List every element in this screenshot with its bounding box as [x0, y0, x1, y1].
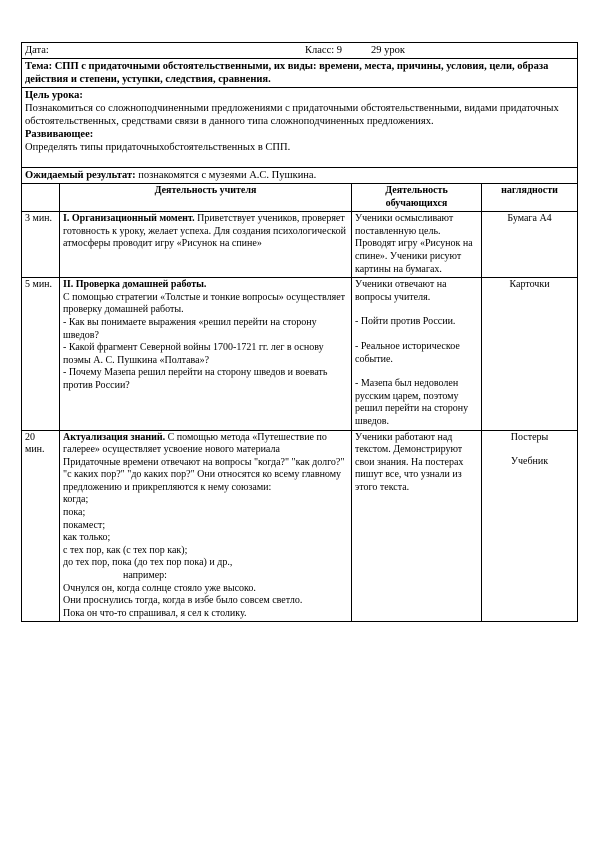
goal-spacer: [25, 154, 574, 166]
student-line: Ученики работают над текстом. Демонстрируют свои знания. На постерах пишут все, что узнали из этого текста.: [355, 431, 464, 493]
teacher-line: пока;: [63, 507, 86, 519]
teacher-line: - Почему Мазепа решил перейти на сторону шведов и воевать против России?: [63, 367, 328, 391]
expected-text: познакомятся с музеями А.С. Пушкина.: [135, 170, 317, 181]
student-line: - Пойти против России.: [355, 316, 456, 328]
topic-text: СПП с придаточными обстоятельственными, их виды: времени, места, причины, условия, цели, образа действия и степени, уступки, следствия, сравнения.: [25, 61, 549, 85]
topic-label: Тема:: [25, 61, 53, 72]
stage-time: 3 мин.: [22, 212, 60, 278]
teacher-line: как только;: [63, 532, 111, 544]
stage-teacher: [60, 212, 352, 278]
header-line: [25, 44, 574, 57]
teacher-line: когда;: [63, 494, 89, 506]
teacher-line: до тех пор, пока (до тех пор пока) и др.,: [63, 557, 233, 569]
stage-time: 5 мин.: [22, 278, 60, 430]
stage-teacher: [60, 278, 352, 430]
stage-row: [22, 278, 578, 430]
visual-gap: [485, 444, 574, 456]
stage-title: II. Проверка домашней работы.: [63, 279, 207, 291]
stage-visual: [482, 430, 578, 622]
class-label: Класс: 9: [305, 45, 343, 56]
lesson-plan-table: [21, 42, 578, 622]
student-gap: [355, 304, 478, 316]
student-gap: [355, 329, 478, 341]
teacher-line: Они проснулись тогда, когда в избе было совсем светло.: [63, 595, 303, 607]
teacher-line: с тех пор, как (с тех пор как);: [63, 544, 188, 556]
developing-label: Развивающее:: [25, 129, 94, 140]
column-header-row: [22, 184, 578, 212]
expected-row: [22, 168, 578, 184]
stage-students: [352, 212, 482, 278]
stage-title: Актуализация знаний.: [63, 431, 166, 443]
expected-cell: [22, 168, 578, 184]
stage-row: [22, 212, 578, 278]
topic-row: [22, 59, 578, 88]
goal-row: [22, 88, 578, 168]
student-line: - Мазепа был недоволен русским царем, поэтому решил перейти на сторону шведов.: [355, 378, 469, 427]
stage-students-text: Ученики осмысливают поставленную цель. Проводят игру «Рисунок на спине». Ученики рисуют картины на бумагах.: [355, 213, 473, 275]
developing-text: Определять типы придаточныхобстоятельственных в СПП.: [25, 142, 291, 153]
stage-row: [22, 430, 578, 622]
goal-cell: [22, 88, 578, 168]
visual-line: Постеры: [510, 431, 549, 443]
date-label: Дата:: [25, 45, 49, 56]
students-column-header: Деятельность обучающихся: [352, 184, 482, 212]
stage-teacher: [60, 430, 352, 622]
topic-cell: [22, 59, 578, 88]
teacher-line: покамест;: [63, 519, 106, 531]
teacher-line: С помощью стратегии «Толстые и тонкие вопросы» осуществляет проверку домашней работы.: [63, 291, 346, 316]
goal-label: Цель урока:: [25, 90, 83, 101]
stage-students: [352, 278, 482, 430]
header-row: [22, 43, 578, 59]
teacher-line: - Какой фрагмент Северной войны 1700-1721 гг. лег в основу поэмы А. С. Пушкина «Полтава»?: [63, 342, 324, 366]
teacher-line: С помощью метода «Путешествие по галерее» осуществляет усвоение нового материала: [63, 431, 327, 456]
student-gap: [355, 366, 478, 378]
stage-teacher-text: Приветствует учеников, проверяет готовность к уроку, желает успеха. Для создания психологической атмосферы проводит игру «Рисунок на спине»: [63, 213, 346, 250]
lesson-label: 29 урок: [371, 45, 405, 56]
teacher-line: Придаточные времени отвечают на вопросы "когда?" "как долго?" "с каких пор?" "до каких пор?" Они относятся ко всему главному предложению и прикрепляются к нему союзами:: [63, 456, 345, 493]
student-line: Ученики отвечают на вопросы учителя.: [355, 279, 447, 303]
stage-visual: Бумага А4: [482, 212, 578, 278]
visual-line: Учебник: [510, 456, 549, 468]
expected-label: Ожидаемый результат:: [25, 170, 136, 181]
header-cell: [22, 43, 578, 59]
teacher-line: - Как вы понимаете выражения «решил перейти на сторону шведов?: [63, 316, 317, 341]
visual-column-header: наглядности: [482, 184, 578, 212]
stage-students: [352, 430, 482, 622]
teacher-column-header: Деятельность учителя: [60, 184, 352, 212]
teacher-line: Пока он что-то спрашивал, я сел к столику.: [63, 607, 247, 619]
stage-time: 20 мин.: [22, 430, 60, 622]
student-line: - Реальное историческое событие.: [355, 340, 460, 365]
time-column-header: [22, 184, 60, 212]
goal-text: Познакомиться со сложноподчиненными предложениями с придаточными обстоятельственными, видами придаточных обстоятельственных, средствами связи в данного типа сложноподчиненных предложениях.: [25, 103, 559, 127]
stage-visual: Карточки: [482, 278, 578, 430]
teacher-line: например:: [123, 570, 167, 582]
teacher-line: Очнулся он, когда солнце стояло уже высоко.: [63, 582, 256, 594]
stage-title: I. Организационный момент.: [63, 213, 195, 225]
lesson-plan-sheet: [21, 42, 577, 622]
